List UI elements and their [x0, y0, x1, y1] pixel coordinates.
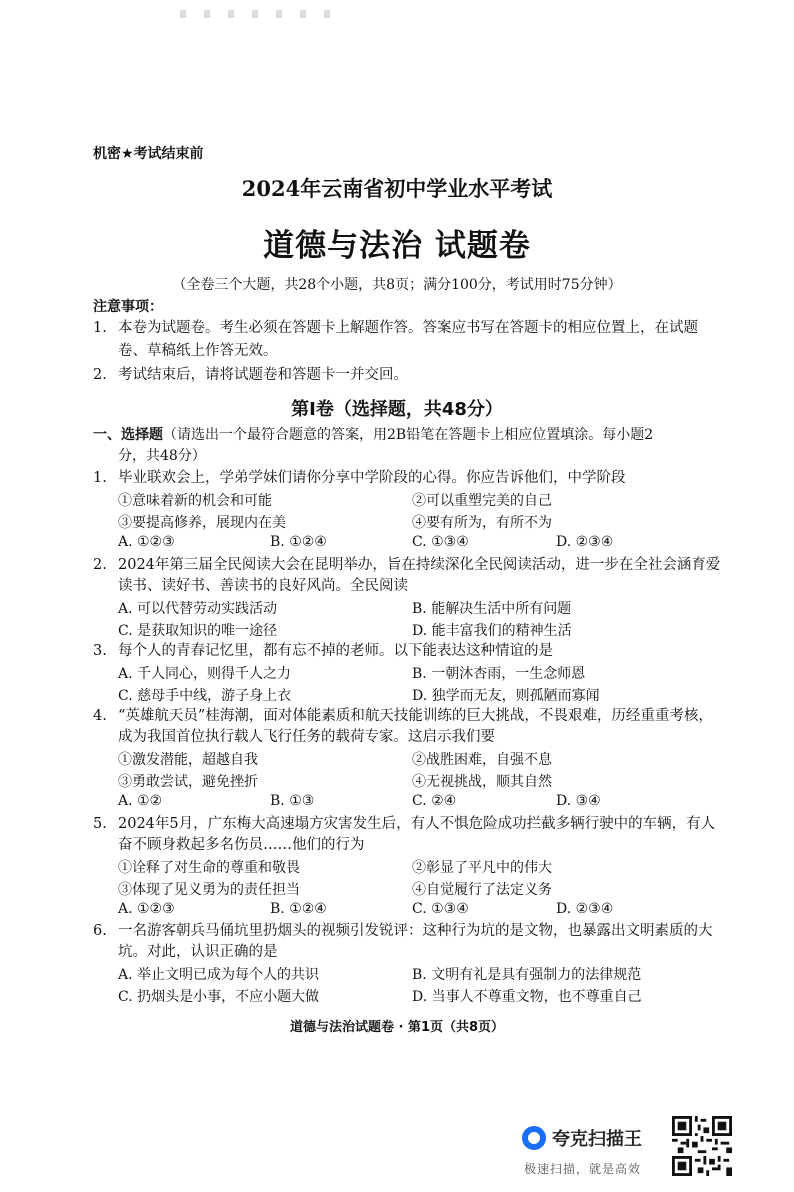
question-text: 每个人的青春记忆里，都有忘不掉的老师。以下能表达这种情谊的是 [118, 643, 553, 659]
notice-heading: 注意事项： [93, 299, 163, 315]
question-number: 3. [93, 643, 107, 659]
notice-item-text: 本卷为试题卷。考生必须在答题卡上解题作答。答案应书写在答题卡的相应位置上，在试题卷、草稿纸上作答无效。 [118, 320, 698, 359]
part-heading [93, 425, 723, 467]
answer-option: D. ②③④ [556, 901, 614, 917]
statement: ③勇敢尝试，避免挫折 [118, 774, 258, 790]
section-heading: 第Ⅰ卷（选择题，共48分） [291, 399, 503, 420]
answer-option: C. 是获取知识的唯一途径 [118, 623, 278, 639]
question-6 [93, 921, 723, 963]
answer-option: C. ①③④ [412, 901, 469, 917]
answer-option: A. ①②③ [118, 534, 175, 550]
statement: ①诠释了对生命的尊重和敬畏 [118, 860, 300, 876]
answer-option: C. ②④ [412, 793, 457, 809]
qr-code-icon [672, 1116, 732, 1176]
question-text: 2024年第三届全民阅读大会在昆明举办，旨在持续深化全民阅读活动，进一步在全社会涵育爱读书、读好书、善读书的良好风尚。全民阅读 [118, 557, 721, 594]
statement: ①意味着新的机会和可能 [118, 493, 272, 509]
question-2 [93, 555, 723, 597]
answer-option: D. ③④ [556, 793, 601, 809]
question-text: 2024年5月，广东梅大高速塌方灾害发生后，有人不惧危险成功拦截多辆行驶中的车辆，有人奋不顾身救起多名伤员……他们的行为 [118, 816, 716, 853]
question-text: 毕业联欢会上，学弟学妹们请你分享中学阶段的心得。你应告诉他们，中学阶段 [118, 470, 626, 486]
answer-option: B. 文明有礼是具有强制力的法律规范 [412, 967, 642, 983]
notice-item-text: 考试结束后，请将试题卷和答题卡一并交回。 [118, 367, 408, 383]
answer-option: D. 当事人不尊重文物，也不尊重自己 [412, 989, 642, 1005]
statement: ④无视挑战，顺其自然 [412, 774, 552, 790]
answer-option: D. 独学而无友，则孤陋而寡闻 [412, 688, 600, 704]
part-instruction-cont: 分，共48分） [118, 448, 206, 464]
answer-option: B. ①②④ [270, 534, 327, 550]
answer-option: D. 能丰富我们的精神生活 [412, 623, 572, 639]
part-label: 一、选择题 [93, 427, 163, 443]
statement: ②可以重塑完美的自己 [412, 493, 552, 509]
question-number: 4. [93, 708, 107, 724]
scan-artifact [180, 10, 340, 18]
question-5 [93, 814, 723, 856]
answer-option: A. ①② [118, 793, 163, 809]
answer-option: B. 一朝沐杏雨，一生念师恩 [412, 666, 586, 682]
statement: ①激发潜能，超越自我 [118, 752, 258, 768]
question-1 [93, 468, 723, 489]
statement: ③体现了见义勇为的责任担当 [118, 882, 300, 898]
question-number: 2. [93, 557, 107, 573]
statement: ③要提高修养，展现内在美 [118, 515, 286, 531]
answer-option: A. 可以代替劳动实践活动 [118, 601, 278, 617]
question-3 [93, 641, 723, 662]
answer-option: A. ①②③ [118, 901, 175, 917]
subject-title: 道德与法治 试题卷 [263, 228, 531, 264]
answer-option: B. 能解决生活中所有问题 [412, 601, 572, 617]
notice-item-number: 2. [93, 367, 107, 383]
question-text: “英雄航天员”桂海潮，面对体能素质和航天技能训练的巨大挑战，不畏艰难，历经重重考核，成为我国首位执行载人飞行任务的载荷专家。这启示我们要 [118, 708, 713, 745]
exam-info: （全卷三个大题，共28个小题，共8页；满分100分，考试用时75分钟） [172, 277, 622, 293]
answer-option: C. 扔烟头是小事，不应小题大做 [118, 989, 320, 1005]
answer-option: B. ①②④ [270, 901, 327, 917]
statement: ④要有所为，有所不为 [412, 515, 552, 531]
answer-option: B. ①③ [270, 793, 315, 809]
page-footer: 道德与法治试题卷 · 第1页（共8页） [289, 1020, 505, 1035]
question-number: 1. [93, 470, 107, 486]
statement: ②战胜困难，自强不息 [412, 752, 552, 768]
notice-item-number: 1. [93, 320, 107, 336]
question-text: 一名游客朝兵马俑坑里扔烟头的视频引发锐评：这种行为坑的是文物，也暴露出文明素质的大坑。对此，认识正确的是 [118, 923, 713, 960]
statement: ②彰显了平凡中的伟大 [412, 860, 552, 876]
answer-option: D. ②③④ [556, 534, 614, 550]
part-instruction: （请选出一个最符合题意的答案，用2B铅笔在答题卡上相应位置填涂。每小题2 [163, 427, 654, 443]
scanner-brand-name: 夸克扫描王 [552, 1129, 642, 1150]
exam-title: 2024年云南省初中学业水平考试 [241, 176, 553, 201]
answer-option: C. 慈母手中线，游子身上衣 [118, 688, 292, 704]
confidential-label: 机密★考试结束前 [93, 146, 204, 162]
question-number: 6. [93, 923, 107, 939]
answer-option: A. 举止文明已成为每个人的共识 [118, 967, 320, 983]
scanner-tagline: 极速扫描，就是高效 [524, 1162, 642, 1176]
question-4 [93, 706, 723, 748]
statement: ④自觉履行了法定义务 [412, 882, 552, 898]
answer-option: A. 千人同心，则得千人之力 [118, 666, 292, 682]
notice-item [93, 317, 723, 363]
notice-item [93, 364, 723, 387]
answer-option: C. ①③④ [412, 534, 469, 550]
question-number: 5. [93, 816, 107, 832]
